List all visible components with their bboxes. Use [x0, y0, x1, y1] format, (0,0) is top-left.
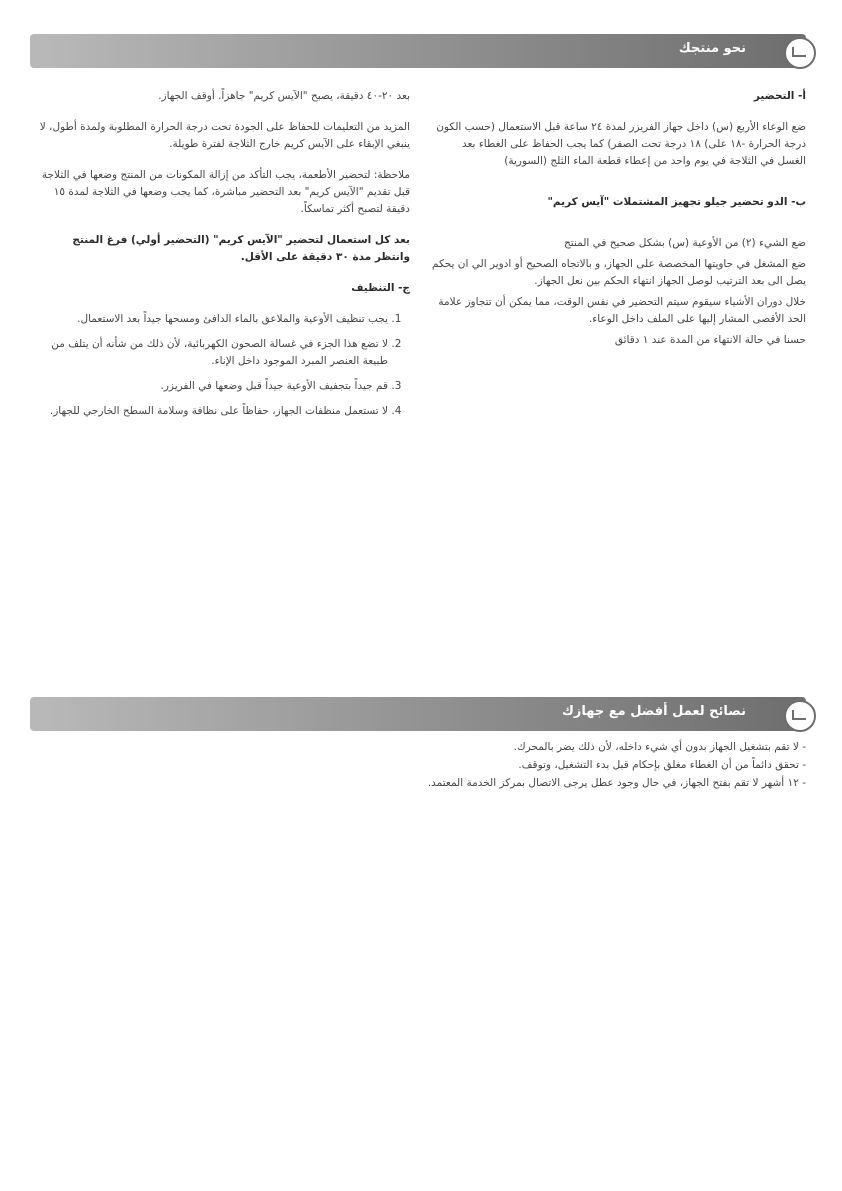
list-item: 2. لا تضع هذا الجزء في غسالة الصحون الكهربائية، لأن ذلك من شأنه أن يتلف من طبيعة العنصر المبرد الموجود داخل الإناء.: [35, 336, 388, 370]
left-bold-paragraph: بعد كل استعمال لتحضير "الآيس كريم" (التحضير أولي) فرغ المنتج وانتظر مدة ٣٠ دقيقة على الأقل.: [72, 234, 410, 263]
tip-item: - لا تقم بتشغيل الجهاز بدون أي شيء داخله، لأن ذلك يضر بالمحرك.: [513, 741, 806, 753]
list-item: 4. لا تستعمل منظفات الجهاز، حفاظاً على نظافة وسلامة السطح الخارجي للجهاز.: [35, 403, 388, 420]
cleaning-list: [35, 311, 410, 420]
tip-item: - ١٢ أشهر لا تقم بفتح الجهاز، في حال وجود عطل يرجى الاتصال بمركز الخدمة المعتمد.: [427, 777, 806, 789]
left-paragraph-1: بعد ٢٠-٤٠ دقيقة، يصبح "الآيس كريم" جاهزاً. أوقف الجهاز.: [158, 90, 410, 102]
section-b-paragraph-1: ضع الشيء (٢) من الأوعية (س) بشكل صحيح في المنتج: [564, 237, 806, 249]
tip-item: - تحقق دائماً من أن الغطاء مغلق بإحكام قبل بدء التشغيل، وتوقف.: [518, 759, 806, 771]
tips-banner-title: نصائح لعمل أفضل مع جهازك: [561, 704, 746, 719]
left-column: [35, 88, 410, 428]
header-banner-title: نحو منتجك: [678, 41, 746, 56]
section-b-paragraph-4: حسنا في حالة الانتهاء من المدة عند ١ دقائق: [614, 334, 806, 346]
left-paragraph-2: المزيد من التعليمات للحفاظ على الجودة تحت درجة الحرارة المطلوبة ولمدة أطول، لا ينبغي الإبقاء على الآيس كريم خارج الثلاجة لفترة طويلة.: [39, 121, 410, 150]
list-item: 3. قم جيداً بتجفيف الأوعية جيداً قبل وضعها في الفريزر.: [35, 378, 388, 395]
section-c-title: ج- التنظيف: [351, 282, 410, 294]
section-b-paragraph-2: ضع المشغل في حاويتها المخصصة على الجهاز، و بالاتجاه الصحيح أو ادوير الي ان يحكم يصل الى بعد الترتيب لوصل الجهاز انتهاء الحكم بين نعل الجهاز.: [431, 258, 806, 287]
section-b-paragraph-3: خلال دوران الأشياء سيقوم سيتم التحضير في نفس الوقت، مما يمكن أن تتجاوز علامة الحد الأقصى المشار إليها على الملف داخل الوعاء.: [438, 296, 806, 325]
section-a-title: أ- التحضير: [753, 90, 806, 102]
list-item: 1. يجب تنظيف الأوعية والملاعق بالماء الدافئ ومسحها جيداً بعد الاستعمال.: [35, 311, 388, 328]
tips-list: [306, 738, 806, 792]
right-column: [431, 88, 806, 363]
header-banner: [30, 34, 806, 68]
section-b-title: ب- الدو تحضير جيلو تجهيز المشتملات "آيس كريم": [547, 196, 806, 208]
left-paragraph-3: ملاحظة: لتحضير الأطعمة، يجب التأكد من إزالة المكونات من المنتج وضعها في الثلاجة قبل تقديم "الآيس كريم" بعد التحضير مباشرة، كما يجب وضعها في الثلاجة لمدة ١٥ دقيقة لتصبح أكثر تماسكاً.: [41, 169, 410, 215]
tips-banner: [30, 697, 806, 731]
section-a-paragraph: ضع الوعاء الأربع (س) داخل جهاز الفريزر لمدة ٢٤ ساعة قبل الاستعمال (حسب الكون درجة الحرارة -١٨ على) ١٨ درجة تحت الصفر) كما يجب الحفاظ على الغطاء بعد الغسل في الثلاجة في يوم واحد من إعطاء قطعة الماء الثلج (السورية): [436, 121, 806, 167]
banner-tab-icon: [784, 700, 816, 732]
banner-tab-icon: [784, 37, 816, 69]
